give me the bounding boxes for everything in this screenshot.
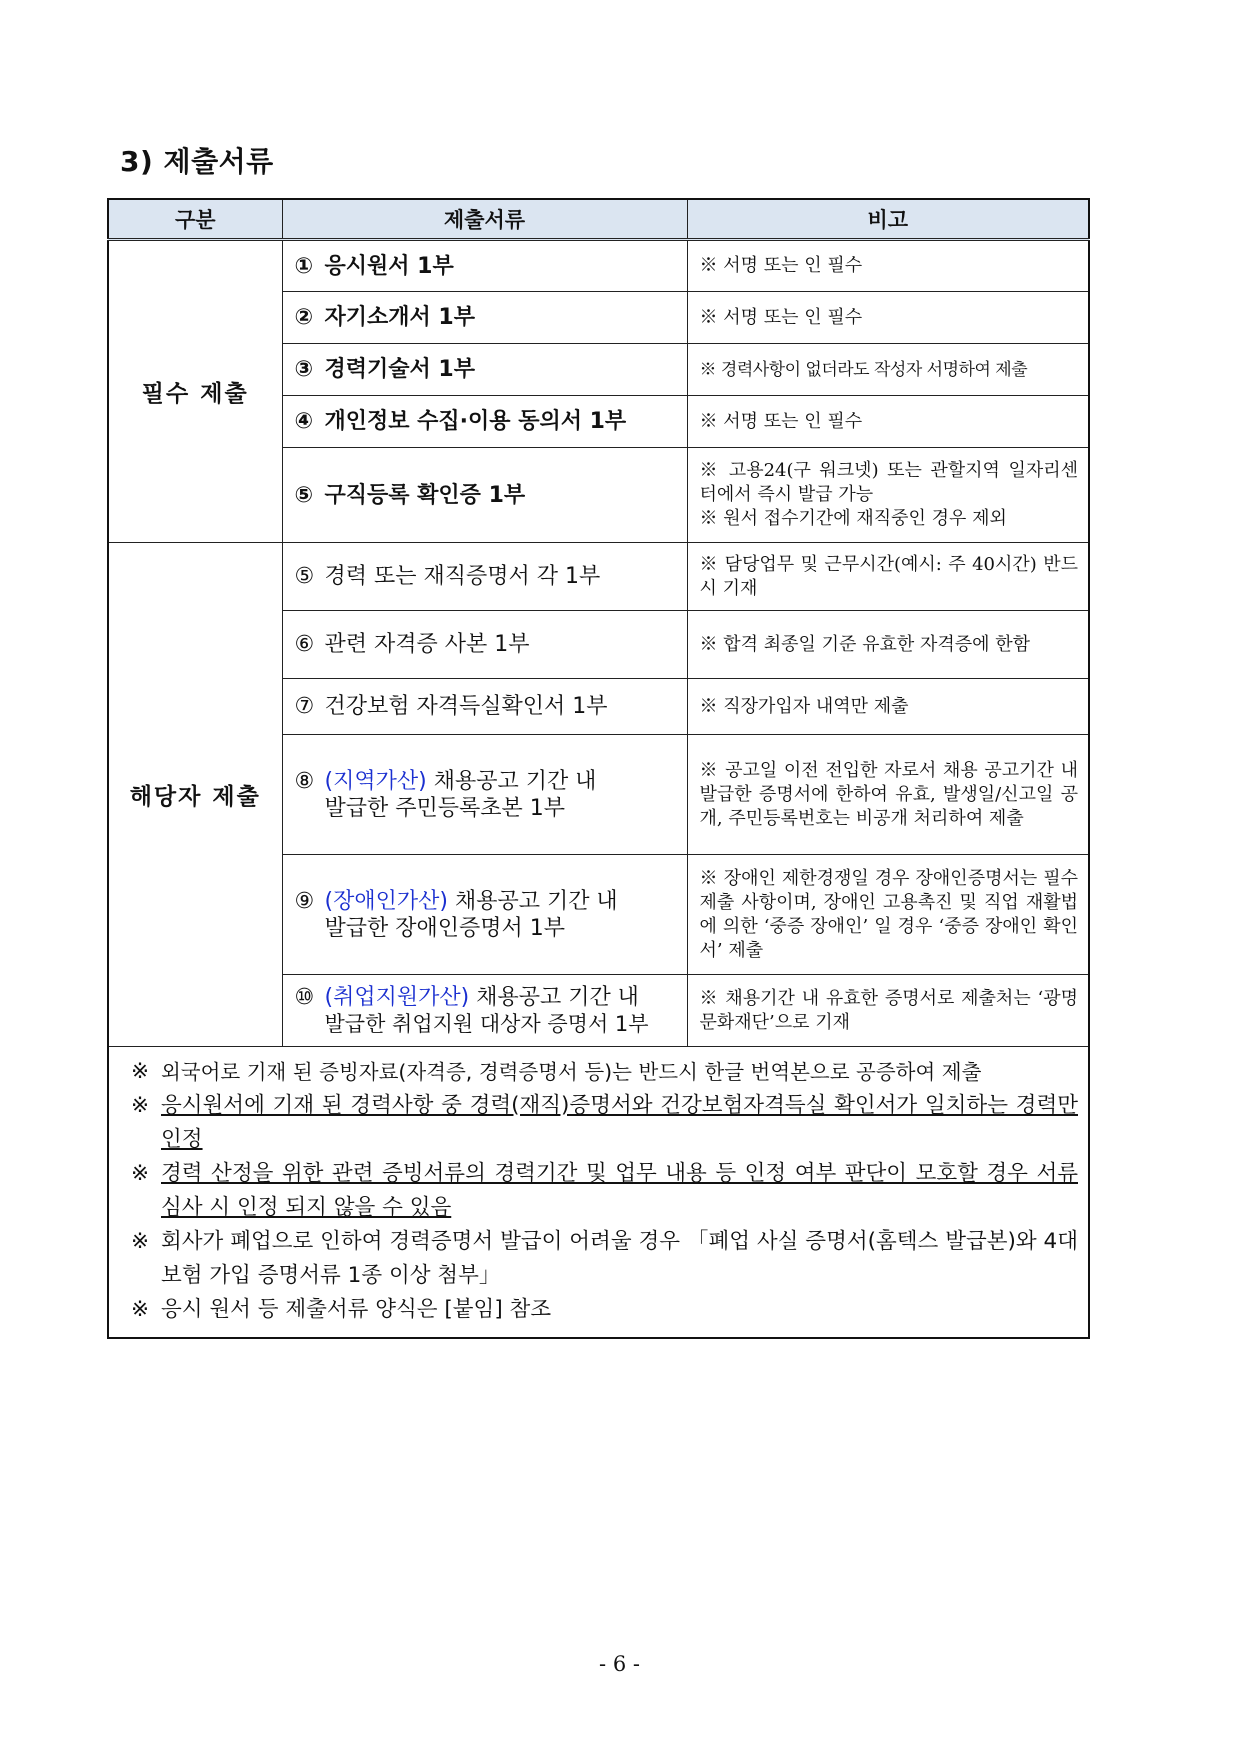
footnotes: [108, 1047, 1089, 1339]
note-cell: ※ 장애인 제한경쟁일 경우 장애인증명서는 필수 제출 사항이며, 장애인 고용촉진 및 직업 재활법에 의한 ‘중증 장애인’ 일 경우 ‘중증 장애인 확인서’ 제출: [687, 855, 1089, 975]
footnote: ※ 응시 원서 등 제출서류 양식은 [붙임] 참조: [131, 1297, 552, 1322]
note-cell: ※ 서명 또는 인 필수: [687, 396, 1089, 448]
footnote: ※ 응시원서에 기재 된 경력사항 중 경력(재직)증명서와 건강보험자격득실 확인서가 일치하는 경력만 인정: [131, 1093, 1078, 1152]
table-row: [108, 240, 1089, 292]
bonus-tag: (장애인가산): [324, 888, 448, 914]
bonus-tag: (지역가산): [324, 768, 427, 794]
doc-cell: ⑤ 구직등록 확인증 1부: [282, 448, 687, 543]
header-documents: 제출서류: [282, 199, 687, 240]
note-cell: ※ 직장가입자 내역만 제출: [687, 679, 1089, 735]
table-row: [108, 543, 1089, 611]
group-applicable: 해당자 제출: [108, 543, 282, 1047]
note-cell: ※ 채용기간 내 유효한 증명서로 제출처는 ‘광명문화재단’으로 기재: [687, 975, 1089, 1047]
doc-cell: ① 응시원서 1부: [282, 240, 687, 292]
doc-cell: ④ 개인정보 수집·이용 동의서 1부: [282, 396, 687, 448]
doc-cell: ⑤ 경력 또는 재직증명서 각 1부: [282, 543, 687, 611]
doc-cell: ⑧ (지역가산) 채용공고 기간 내 발급한 주민등록초본 1부: [282, 735, 687, 855]
header-category: 구분: [108, 199, 282, 240]
note-cell: ※ 담당업무 및 근무시간(예시: 주 40시간) 반드시 기재: [687, 543, 1089, 611]
doc-cell: ⑨ (장애인가산) 채용공고 기간 내 발급한 장애인증명서 1부: [282, 855, 687, 975]
footnote: ※ 외국어로 기재 된 증빙자료(자격증, 경력증명서 등)는 반드시 한글 번역본으로 공증하여 제출: [131, 1059, 982, 1084]
page-number: - 6 -: [599, 1652, 640, 1676]
doc-cell: ⑦ 건강보험 자격득실확인서 1부: [282, 679, 687, 735]
footnotes-row: [108, 1047, 1089, 1339]
doc-cell: ⑥ 관련 자격증 사본 1부: [282, 611, 687, 679]
note-line: ※ 원서 접수기간에 재직중인 경우 제외: [699, 508, 1007, 529]
note-cell: ※ 공고일 이전 전입한 자로서 채용 공고기간 내 발급한 증명서에 한하여 유효, 발생일/신고일 공개, 주민등록번호는 비공개 처리하여 제출: [687, 735, 1089, 855]
footnote: ※ 회사가 폐업으로 인하여 경력증명서 발급이 어려울 경우 「폐업 사실 증명서(홈텍스 발급본)와 4대 보험 가입 증명서류 1종 이상 첨부」: [131, 1229, 1078, 1288]
group-required: 필수 제출: [108, 240, 282, 543]
note-cell: ※ 서명 또는 인 필수: [687, 292, 1089, 344]
note-cell: ※ 서명 또는 인 필수: [687, 240, 1089, 292]
table-header-row: [108, 199, 1089, 240]
doc-cell: ⑩ (취업지원가산) 채용공고 기간 내 발급한 취업지원 대상자 증명서 1부: [282, 975, 687, 1047]
section-title: 3) 제출서류: [120, 145, 274, 178]
doc-cell: ③ 경력기술서 1부: [282, 344, 687, 396]
doc-cell: ② 자기소개서 1부: [282, 292, 687, 344]
documents-table: [107, 198, 1090, 1339]
header-remarks: 비고: [687, 199, 1089, 240]
bonus-tag: (취업지원가산): [324, 984, 470, 1010]
note-cell: ※ 합격 최종일 기준 유효한 자격증에 한함: [687, 611, 1089, 679]
footnote: ※ 경력 산정을 위한 관련 증빙서류의 경력기간 및 업무 내용 등 인정 여부 판단이 모호할 경우 서류 심사 시 인정 되지 않을 수 있음: [131, 1161, 1078, 1220]
note-cell: [687, 448, 1089, 543]
note-line: ※ 고용24(구 워크넷) 또는 관할지역 일자리센터에서 즉시 발급 가능: [699, 460, 1078, 505]
note-cell: ※ 경력사항이 없더라도 작성자 서명하여 제출: [687, 344, 1089, 396]
